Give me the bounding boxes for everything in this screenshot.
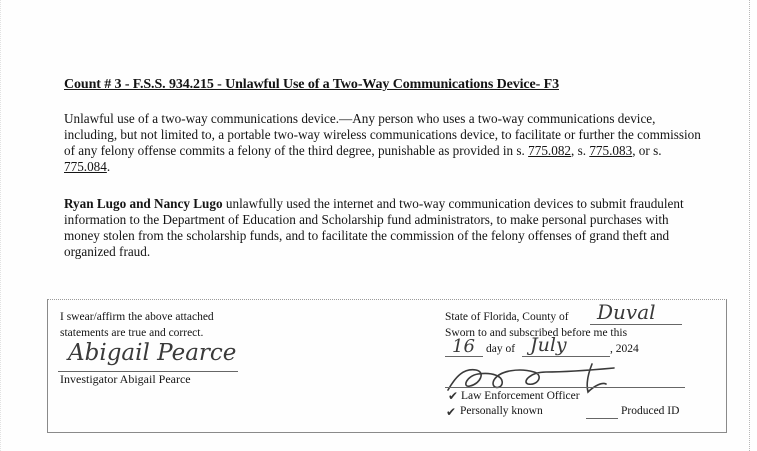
narrative-paragraph	[64, 196, 704, 260]
check-mark-personally-known: ✔	[446, 405, 457, 419]
county-handwritten: Duval	[597, 300, 656, 324]
statute-sep-2: , or s.	[632, 143, 662, 158]
investigator-signature: Abigail Pearce	[68, 340, 237, 366]
officer-label: Law Enforcement Officer	[461, 390, 580, 402]
swear-statement	[60, 309, 214, 341]
statute-ref-775-083[interactable]: 775.083	[589, 143, 633, 158]
produced-id-line	[586, 418, 618, 419]
statute-sep-1: , s.	[571, 143, 590, 158]
statute-paragraph	[64, 111, 704, 175]
day-of-label: day of	[486, 343, 516, 355]
month-handwritten: July	[530, 334, 567, 356]
investigator-name: Investigator Abigail Pearce	[60, 372, 191, 386]
officer-signature-line	[445, 387, 685, 388]
page-edge-right	[749, 0, 751, 451]
personally-known-label: Personally known	[460, 405, 543, 417]
produced-id-label: Produced ID	[621, 405, 680, 417]
month-line	[522, 356, 610, 357]
swear-line-2: statements are true and correct.	[60, 327, 204, 339]
statute-ref-775-082[interactable]: 775.082	[528, 143, 571, 158]
county-line	[590, 324, 682, 325]
year-label: , 2024	[610, 343, 639, 355]
day-handwritten: 16	[452, 336, 475, 357]
statute-ref-775-084[interactable]: 775.084	[64, 159, 107, 174]
narrative-text: unlawfully used the internet and two-way communication devices to submit fraudulent information to the Department of Education and Scholarship fund administrators, to make personal purchases with money stolen from the scholarship funds, and to facilitate the commission of the felony offenses of grand theft and organized fraud.	[64, 196, 684, 259]
statute-text: Unlawful use of a two-way communications device.—Any person who uses a two-way communications device, including, but not limited to, a portable two-way wireless communications device, to facilitate or further the commission of any felony offense commits a felony of the third degree, punishable as provided in s.	[64, 111, 701, 158]
page-edge-left	[0, 0, 2, 451]
statute-end: .	[106, 159, 111, 174]
swear-line-1: I swear/affirm the above attached	[60, 311, 214, 323]
check-mark-officer: ✔	[448, 389, 459, 403]
state-county-label: State of Florida, County of	[445, 311, 569, 323]
defendant-names: Ryan Lugo and Nancy Lugo	[64, 196, 223, 211]
sworn-line: Sworn to and subscribed before me this	[445, 327, 628, 339]
count-heading: Count # 3 - F.S.S. 934.215 - Unlawful Use of a Two-Way Communications Device- F3	[64, 77, 559, 92]
